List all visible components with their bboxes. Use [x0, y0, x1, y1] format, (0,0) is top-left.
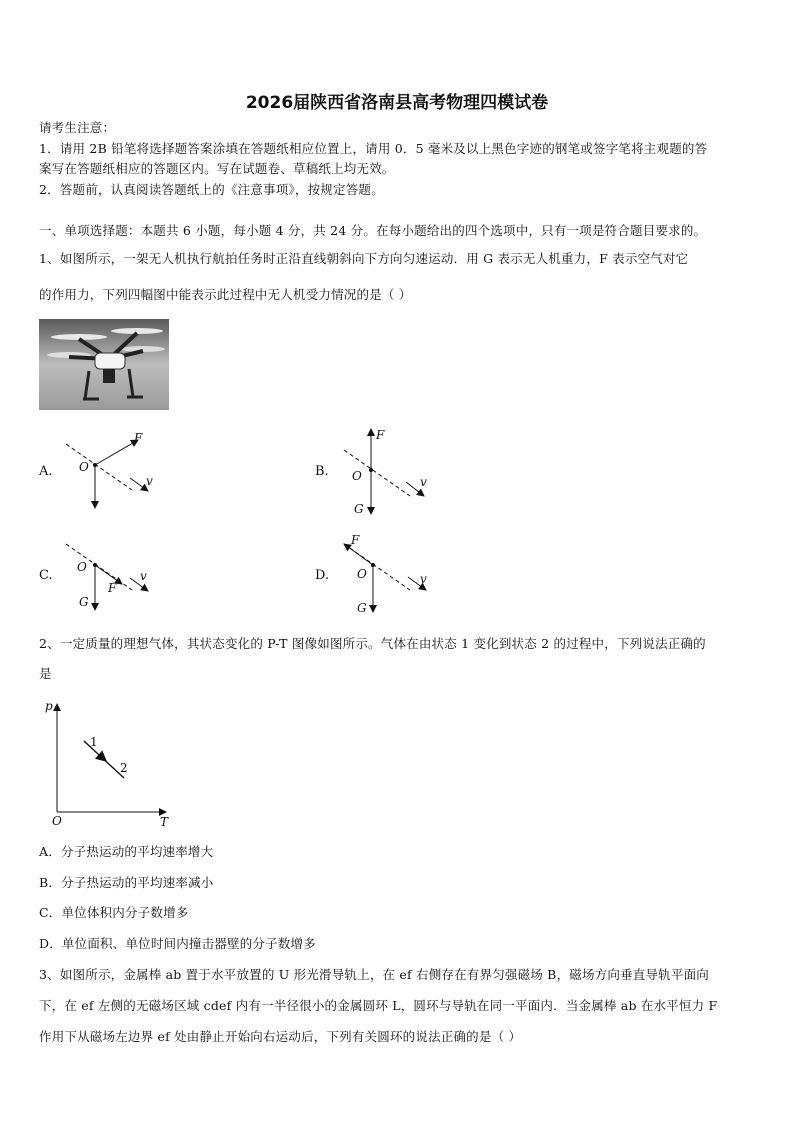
q2-line-2: 是 [39, 666, 52, 681]
q1-line-1: 1、如图所示，一架无人机执行航拍任务时正沿直线朝斜向下方向匀速运动．用 G 表示无人机重力，F 表示空气对它 [39, 251, 689, 266]
p-axis-label: p [45, 699, 53, 713]
label-v: v [420, 475, 427, 489]
q1-option-d-label: D. [315, 568, 330, 583]
label-v: v [420, 572, 427, 586]
q2-option-c: C．单位体积内分子数增多 [39, 905, 189, 920]
q2-option-a: A．分子热运动的平均速率增大 [39, 844, 214, 859]
q1-option-b-diagram [338, 424, 448, 519]
label-f: F [351, 533, 360, 547]
q3-line-2: 下，在 ef 左侧的无磁场区域 cdef 内有一半径很小的金属圆环 L，圆环与导轨在同一平面内．当金属棒 ab 在水平恒力 F [39, 998, 718, 1013]
origin-label: O [52, 814, 62, 828]
label-g: G [357, 601, 367, 615]
q1-option-c-label: C. [39, 568, 53, 583]
q2-option-b: B．分子热运动的平均速率减小 [39, 875, 214, 890]
section-heading: 一、单项选择题：本题共 6 小题，每小题 4 分，共 24 分。在每小题给出的四个选项中，只有一项是符合题目要求的。 [39, 223, 707, 238]
label-f: F [376, 428, 385, 442]
q2-pt-graph [42, 698, 177, 830]
notice-line-1b: 案写在答题纸相应的答题区内。写在试题卷、草稿纸上均无效。 [39, 161, 395, 176]
state-2-label: 2 [120, 761, 128, 775]
q1-option-d-diagram [338, 532, 448, 622]
q1-option-c-diagram [60, 538, 170, 618]
label-f: F [108, 581, 117, 595]
drone-photo [39, 319, 169, 410]
state-1-label: 1 [90, 735, 98, 749]
q1-line-2: 的作用力，下列四幅图中能表示此过程中无人机受力情况的是（ ） [39, 287, 412, 302]
notice-line-1a: 1．请用 2B 铅笔将选择题答案涂填在答题纸相应位置上，请用 0．5 毫米及以上黑色字迹的钢笔或签字笔将主观题的答 [39, 141, 708, 156]
notice-heading: 请考生注意： [39, 120, 116, 135]
q2-line-1: 2、一定质量的理想气体，其状态变化的 P-T 图像如图所示。气体在由状态 1 变化到状态 2 的过程中，下列说法正确的 [39, 636, 706, 651]
notice-line-2: 2．答题前，认真阅读答题纸上的《注意事项》，按规定答题。 [39, 182, 384, 197]
label-g: G [79, 595, 89, 609]
q1-option-a-diagram [60, 428, 170, 513]
label-v: v [146, 474, 153, 488]
q3-line-3: 作用下从磁场左边界 ef 处由静止开始向右运动后，下列有关圆环的说法正确的是（ ） [39, 1029, 522, 1044]
label-f: F [134, 431, 143, 445]
label-o: O [352, 469, 362, 483]
page-title: 2026届陕西省洛南县高考物理四模试卷 [245, 93, 549, 113]
label-v: v [140, 569, 147, 583]
q1-option-b-label: B. [315, 464, 329, 479]
q3-line-1: 3、如图所示，金属棒 ab 置于水平放置的 U 形光滑导轨上，在 ef 右侧存在有界匀强磁场 B，磁场方向垂直导轨平面向 [39, 967, 709, 982]
label-g: G [354, 502, 364, 516]
label-o: O [357, 567, 367, 581]
t-axis-label: T [160, 815, 169, 829]
q1-option-a-label: A. [39, 464, 53, 479]
label-o: O [79, 460, 89, 474]
label-o: O [77, 560, 87, 574]
q2-option-d: D．单位面积、单位时间内撞击器壁的分子数增多 [39, 936, 316, 951]
